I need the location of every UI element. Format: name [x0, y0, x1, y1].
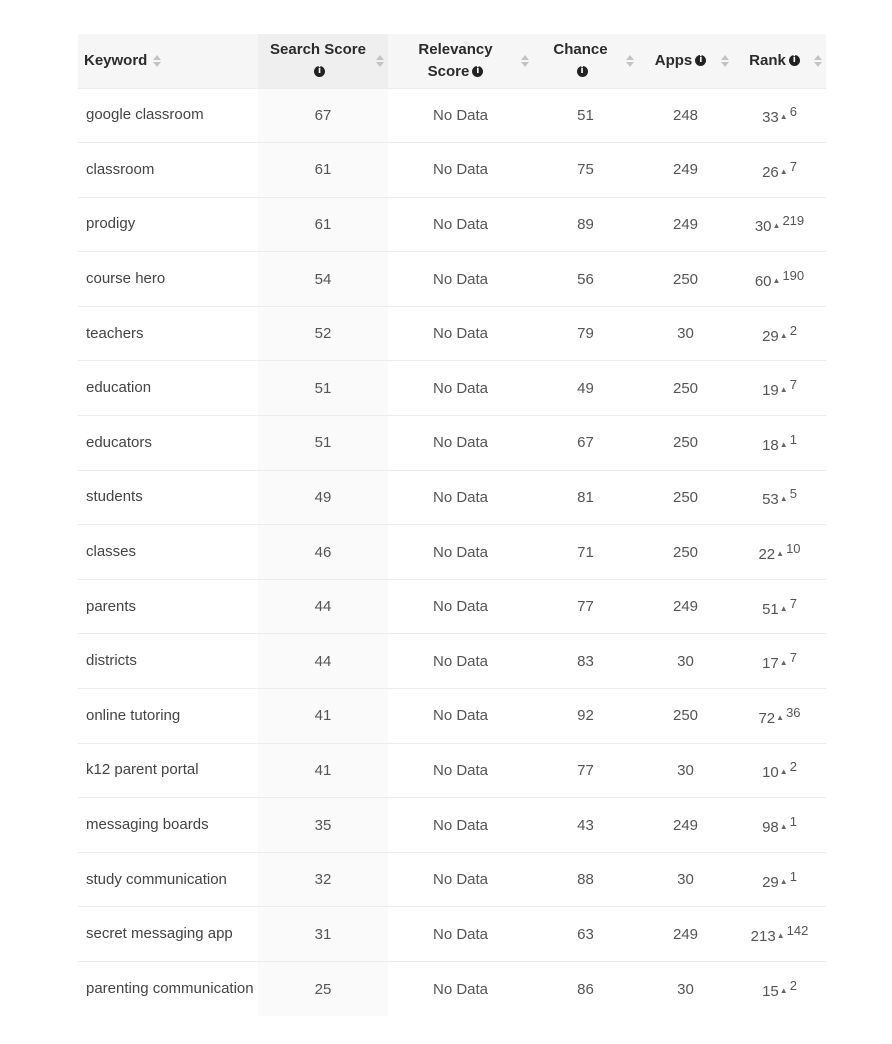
- column-header-keyword[interactable]: [78, 34, 258, 88]
- up-arrow-icon: ▲: [779, 439, 788, 449]
- chance-value: 63: [577, 925, 594, 943]
- table-row[interactable]: [78, 634, 826, 689]
- keyword-text[interactable]: prodigy: [86, 215, 136, 233]
- apps-value: 30: [677, 652, 694, 670]
- search-score-value: 32: [314, 871, 332, 889]
- table-row[interactable]: [78, 416, 826, 471]
- chance-cell: [533, 252, 638, 307]
- apps-cell: [638, 634, 733, 689]
- rank-cell: [733, 962, 826, 1017]
- relevancy-score-value: No Data: [432, 598, 489, 616]
- rank-value: 10: [762, 764, 779, 782]
- column-label-chance: Chance: [553, 40, 608, 58]
- up-arrow-icon: ▲: [779, 767, 788, 777]
- relevancy-score-value: No Data: [432, 379, 489, 397]
- rank-change-value: 7: [789, 377, 797, 393]
- rank-change-value: 2: [789, 322, 797, 338]
- rank-cell: [733, 306, 826, 361]
- up-arrow-icon: ▲: [779, 166, 788, 176]
- chance-value: 83: [577, 652, 594, 670]
- table-row[interactable]: [78, 306, 826, 361]
- chance-cell: [533, 197, 638, 252]
- up-arrow-icon: ▲: [779, 112, 788, 122]
- chance-value: 77: [577, 598, 594, 616]
- sort-icon[interactable]: [153, 54, 161, 68]
- table-row[interactable]: [78, 852, 826, 907]
- search-score-cell: [258, 88, 388, 143]
- rank-cell: [733, 197, 826, 252]
- search-score-value: 25: [314, 980, 332, 998]
- relevancy-score-value: No Data: [432, 980, 489, 998]
- up-arrow-icon: ▲: [779, 822, 788, 832]
- rank-change-value: 5: [789, 486, 797, 502]
- keyword-text[interactable]: parenting communication: [86, 980, 254, 998]
- up-arrow-icon: ▲: [776, 549, 785, 559]
- rank-cell: [733, 798, 826, 853]
- rank-cell: [733, 634, 826, 689]
- info-icon[interactable]: i: [472, 66, 483, 77]
- info-icon[interactable]: i: [789, 55, 800, 66]
- search-score-value: 61: [314, 215, 332, 233]
- apps-value: 250: [672, 379, 699, 397]
- rank-value: 19: [762, 382, 779, 400]
- rank-cell: [733, 470, 826, 525]
- search-score-value: 44: [314, 598, 332, 616]
- chance-value: 51: [577, 106, 594, 124]
- rank-cell: [733, 579, 826, 634]
- keyword-cell: [78, 634, 258, 689]
- relevancy-score-cell: [388, 798, 533, 853]
- relevancy-score-cell: [388, 962, 533, 1017]
- rank-change-value: 1: [789, 868, 797, 884]
- apps-cell: [638, 852, 733, 907]
- rank-value: 22: [758, 546, 776, 564]
- chance-value: 75: [577, 161, 594, 179]
- apps-value: 250: [672, 434, 699, 452]
- relevancy-score-value: No Data: [432, 871, 489, 889]
- relevancy-score-value: No Data: [432, 106, 489, 124]
- apps-cell: [638, 798, 733, 853]
- relevancy-score-value: No Data: [432, 161, 489, 179]
- search-score-cell: [258, 416, 388, 471]
- rank-change-value: 190: [782, 268, 805, 284]
- table-body: [78, 88, 826, 1016]
- header-row: [78, 34, 826, 88]
- rank-cell: [733, 143, 826, 198]
- keyword-cell: [78, 689, 258, 744]
- sort-icon[interactable]: [521, 54, 529, 68]
- search-score-value: 49: [314, 488, 332, 506]
- chance-value: 77: [577, 761, 594, 779]
- table-row[interactable]: [78, 143, 826, 198]
- column-label-relevancy-line1: Relevancy: [418, 40, 493, 58]
- chance-cell: [533, 306, 638, 361]
- table-row[interactable]: [78, 252, 826, 307]
- apps-value: 30: [677, 761, 694, 779]
- rank-change-value: 7: [789, 595, 797, 611]
- table-row[interactable]: [78, 525, 826, 580]
- relevancy-score-cell: [388, 579, 533, 634]
- apps-value: 249: [672, 215, 699, 233]
- up-arrow-icon: ▲: [779, 385, 788, 395]
- rank-value: 98: [762, 819, 779, 837]
- search-score-value: 35: [314, 816, 332, 834]
- apps-value: 30: [677, 871, 694, 889]
- relevancy-score-cell: [388, 416, 533, 471]
- up-arrow-icon: ▲: [779, 494, 788, 504]
- apps-cell: [638, 907, 733, 962]
- info-icon[interactable]: i: [695, 55, 706, 66]
- chance-value: 81: [577, 488, 594, 506]
- relevancy-score-cell: [388, 197, 533, 252]
- relevancy-score-value: No Data: [432, 707, 489, 725]
- keyword-text[interactable]: online tutoring: [86, 706, 181, 724]
- keyword-text[interactable]: secret messaging app: [86, 925, 233, 943]
- chance-cell: [533, 361, 638, 416]
- column-label-keyword: Keyword: [84, 51, 148, 69]
- chance-value: 43: [577, 816, 594, 834]
- search-score-value: 52: [314, 325, 332, 343]
- relevancy-score-cell: [388, 361, 533, 416]
- chance-value: 67: [577, 434, 594, 452]
- up-arrow-icon: ▲: [779, 876, 788, 886]
- search-score-cell: [258, 143, 388, 198]
- rank-cell: [733, 907, 826, 962]
- keyword-text[interactable]: k12 parent portal: [86, 761, 199, 779]
- keyword-text[interactable]: google classroom: [86, 106, 204, 124]
- search-score-value: 41: [314, 707, 332, 725]
- search-score-value: 67: [314, 106, 332, 124]
- chance-cell: [533, 852, 638, 907]
- chance-cell: [533, 416, 638, 471]
- apps-cell: [638, 416, 733, 471]
- sort-icon[interactable]: [626, 54, 634, 68]
- apps-cell: [638, 689, 733, 744]
- apps-cell: [638, 143, 733, 198]
- table-row[interactable]: [78, 470, 826, 525]
- table-row[interactable]: [78, 579, 826, 634]
- rank-value: 33: [762, 109, 779, 127]
- search-score-value: 31: [314, 925, 332, 943]
- rank-cell: [733, 88, 826, 143]
- search-score-cell: [258, 798, 388, 853]
- rank-cell: [733, 361, 826, 416]
- keyword-text[interactable]: educators: [86, 433, 152, 451]
- search-score-value: 51: [314, 379, 332, 397]
- up-arrow-icon: ▲: [779, 986, 788, 996]
- apps-value: 30: [677, 980, 694, 998]
- apps-value: 249: [672, 598, 699, 616]
- table-header: [78, 34, 826, 88]
- relevancy-score-cell: [388, 689, 533, 744]
- up-arrow-icon: ▲: [779, 603, 788, 613]
- search-score-cell: [258, 579, 388, 634]
- search-score-value: 46: [314, 543, 332, 561]
- chance-cell: [533, 579, 638, 634]
- keyword-cell: [78, 88, 258, 143]
- table-row[interactable]: [78, 907, 826, 962]
- column-header-search-score[interactable]: [258, 34, 388, 88]
- relevancy-score-cell: [388, 143, 533, 198]
- search-score-cell: [258, 306, 388, 361]
- chance-value: 49: [577, 379, 594, 397]
- rank-change-value: 142: [786, 923, 809, 939]
- keyword-cell: [78, 962, 258, 1017]
- search-score-value: 41: [314, 761, 332, 779]
- apps-value: 249: [672, 161, 699, 179]
- keyword-cell: [78, 306, 258, 361]
- apps-value: 249: [672, 925, 699, 943]
- keyword-text[interactable]: messaging boards: [86, 816, 209, 834]
- rank-value: 213: [750, 928, 776, 946]
- up-arrow-icon: ▲: [779, 658, 788, 668]
- chance-value: 56: [577, 270, 594, 288]
- column-header-relevancy-score[interactable]: [388, 34, 533, 88]
- search-score-cell: [258, 525, 388, 580]
- relevancy-score-cell: [388, 634, 533, 689]
- chance-value: 89: [577, 215, 594, 233]
- keyword-text[interactable]: course hero: [86, 270, 166, 288]
- search-score-cell: [258, 361, 388, 416]
- table-row[interactable]: [78, 197, 826, 252]
- relevancy-score-value: No Data: [432, 925, 489, 943]
- up-arrow-icon: ▲: [776, 712, 785, 722]
- relevancy-score-value: No Data: [432, 325, 489, 343]
- keyword-text[interactable]: education: [86, 379, 152, 397]
- relevancy-score-cell: [388, 907, 533, 962]
- rank-change-value: 10: [786, 541, 801, 557]
- keyword-table-container: [78, 34, 826, 1016]
- chance-value: 79: [577, 325, 594, 343]
- sort-icon[interactable]: [376, 54, 384, 68]
- relevancy-score-value: No Data: [432, 270, 489, 288]
- chance-value: 92: [577, 707, 594, 725]
- rank-change-value: 2: [789, 978, 797, 994]
- search-score-cell: [258, 689, 388, 744]
- rank-value: 26: [762, 163, 779, 181]
- keyword-cell: [78, 852, 258, 907]
- rank-value: 29: [762, 873, 779, 891]
- apps-cell: [638, 962, 733, 1017]
- apps-cell: [638, 252, 733, 307]
- apps-cell: [638, 525, 733, 580]
- keyword-text[interactable]: classes: [86, 543, 137, 561]
- search-score-cell: [258, 252, 388, 307]
- rank-value: 18: [762, 436, 779, 454]
- apps-cell: [638, 361, 733, 416]
- keyword-text[interactable]: classroom: [86, 160, 155, 178]
- apps-value: 248: [672, 106, 699, 124]
- search-score-value: 51: [314, 434, 332, 452]
- rank-cell: [733, 525, 826, 580]
- rank-cell: [733, 743, 826, 798]
- relevancy-score-cell: [388, 852, 533, 907]
- search-score-cell: [258, 852, 388, 907]
- rank-cell: [733, 252, 826, 307]
- chance-cell: [533, 470, 638, 525]
- relevancy-score-cell: [388, 88, 533, 143]
- column-header-chance[interactable]: [533, 34, 638, 88]
- chance-cell: [533, 143, 638, 198]
- chance-value: 71: [577, 543, 594, 561]
- chance-cell: [533, 907, 638, 962]
- column-header-rank[interactable]: [733, 34, 826, 88]
- apps-value: 250: [672, 543, 699, 561]
- keyword-cell: [78, 579, 258, 634]
- apps-cell: [638, 470, 733, 525]
- table-row[interactable]: [78, 962, 826, 1017]
- relevancy-score-value: No Data: [432, 652, 489, 670]
- rank-change-value: 2: [789, 759, 797, 775]
- keyword-cell: [78, 525, 258, 580]
- apps-cell: [638, 306, 733, 361]
- chance-value: 86: [577, 980, 594, 998]
- search-score-value: 61: [314, 161, 332, 179]
- up-arrow-icon: ▲: [776, 931, 785, 941]
- relevancy-score-cell: [388, 252, 533, 307]
- rank-cell: [733, 416, 826, 471]
- table-row[interactable]: [78, 689, 826, 744]
- chance-cell: [533, 88, 638, 143]
- search-score-cell: [258, 743, 388, 798]
- keyword-text[interactable]: students: [86, 488, 143, 506]
- rank-value: 30: [754, 218, 772, 236]
- relevancy-score-value: No Data: [432, 543, 489, 561]
- relevancy-score-value: No Data: [432, 816, 489, 834]
- rank-value: 29: [762, 327, 779, 345]
- chance-value: 88: [577, 871, 594, 889]
- keyword-cell: [78, 798, 258, 853]
- relevancy-score-cell: [388, 306, 533, 361]
- relevancy-score-cell: [388, 525, 533, 580]
- keyword-cell: [78, 197, 258, 252]
- up-arrow-icon: ▲: [772, 221, 781, 231]
- keyword-table: [78, 34, 826, 1016]
- apps-cell: [638, 197, 733, 252]
- relevancy-score-cell: [388, 743, 533, 798]
- apps-cell: [638, 579, 733, 634]
- keyword-cell: [78, 416, 258, 471]
- column-label-relevancy-line2: Score: [427, 62, 470, 80]
- chance-cell: [533, 634, 638, 689]
- rank-change-value: 7: [789, 650, 797, 666]
- relevancy-score-value: No Data: [432, 488, 489, 506]
- column-label-search-score: Search Score: [270, 40, 366, 58]
- rank-value: 51: [762, 600, 779, 618]
- search-score-value: 44: [314, 652, 332, 670]
- keyword-cell: [78, 361, 258, 416]
- rank-value: 53: [762, 491, 779, 509]
- rank-change-value: 1: [789, 814, 797, 830]
- rank-change-value: 1: [789, 431, 797, 447]
- relevancy-score-value: No Data: [432, 215, 489, 233]
- keyword-cell: [78, 252, 258, 307]
- rank-change-value: 7: [789, 158, 797, 174]
- search-score-cell: [258, 907, 388, 962]
- column-label-rank: Rank: [749, 51, 786, 69]
- info-icon[interactable]: i: [314, 66, 325, 77]
- info-icon[interactable]: i: [577, 66, 588, 77]
- column-label-apps: Apps: [654, 51, 693, 69]
- column-header-apps[interactable]: [638, 34, 733, 88]
- search-score-cell: [258, 962, 388, 1017]
- table-row[interactable]: [78, 88, 826, 143]
- chance-cell: [533, 689, 638, 744]
- chance-cell: [533, 962, 638, 1017]
- table-row[interactable]: [78, 798, 826, 853]
- search-score-cell: [258, 634, 388, 689]
- sort-icon[interactable]: [721, 54, 729, 68]
- rank-value: 15: [762, 983, 779, 1001]
- apps-value: 250: [672, 488, 699, 506]
- chance-cell: [533, 743, 638, 798]
- up-arrow-icon: ▲: [779, 330, 788, 340]
- apps-cell: [638, 88, 733, 143]
- rank-cell: [733, 852, 826, 907]
- table-row[interactable]: [78, 361, 826, 416]
- apps-value: 250: [672, 270, 699, 288]
- relevancy-score-value: No Data: [432, 434, 489, 452]
- rank-cell: [733, 689, 826, 744]
- up-arrow-icon: ▲: [772, 276, 781, 286]
- keyword-cell: [78, 143, 258, 198]
- rank-change-value: 6: [789, 104, 797, 120]
- apps-cell: [638, 743, 733, 798]
- keyword-text[interactable]: districts: [86, 652, 137, 670]
- relevancy-score-value: No Data: [432, 761, 489, 779]
- search-score-cell: [258, 197, 388, 252]
- apps-value: 250: [672, 707, 699, 725]
- keyword-cell: [78, 470, 258, 525]
- relevancy-score-cell: [388, 470, 533, 525]
- keyword-cell: [78, 907, 258, 962]
- keyword-text[interactable]: study communication: [86, 870, 227, 888]
- keyword-cell: [78, 743, 258, 798]
- rank-change-value: 219: [782, 213, 805, 229]
- apps-value: 249: [672, 816, 699, 834]
- search-score-value: 54: [314, 270, 332, 288]
- search-score-cell: [258, 470, 388, 525]
- keyword-text[interactable]: parents: [86, 597, 137, 615]
- keyword-text[interactable]: teachers: [86, 324, 144, 342]
- rank-value: 17: [762, 655, 779, 673]
- sort-icon[interactable]: [814, 54, 822, 68]
- chance-cell: [533, 798, 638, 853]
- rank-value: 60: [754, 273, 772, 291]
- apps-value: 30: [677, 325, 694, 343]
- chance-cell: [533, 525, 638, 580]
- rank-change-value: 36: [786, 704, 801, 720]
- table-row[interactable]: [78, 743, 826, 798]
- rank-value: 72: [758, 709, 776, 727]
